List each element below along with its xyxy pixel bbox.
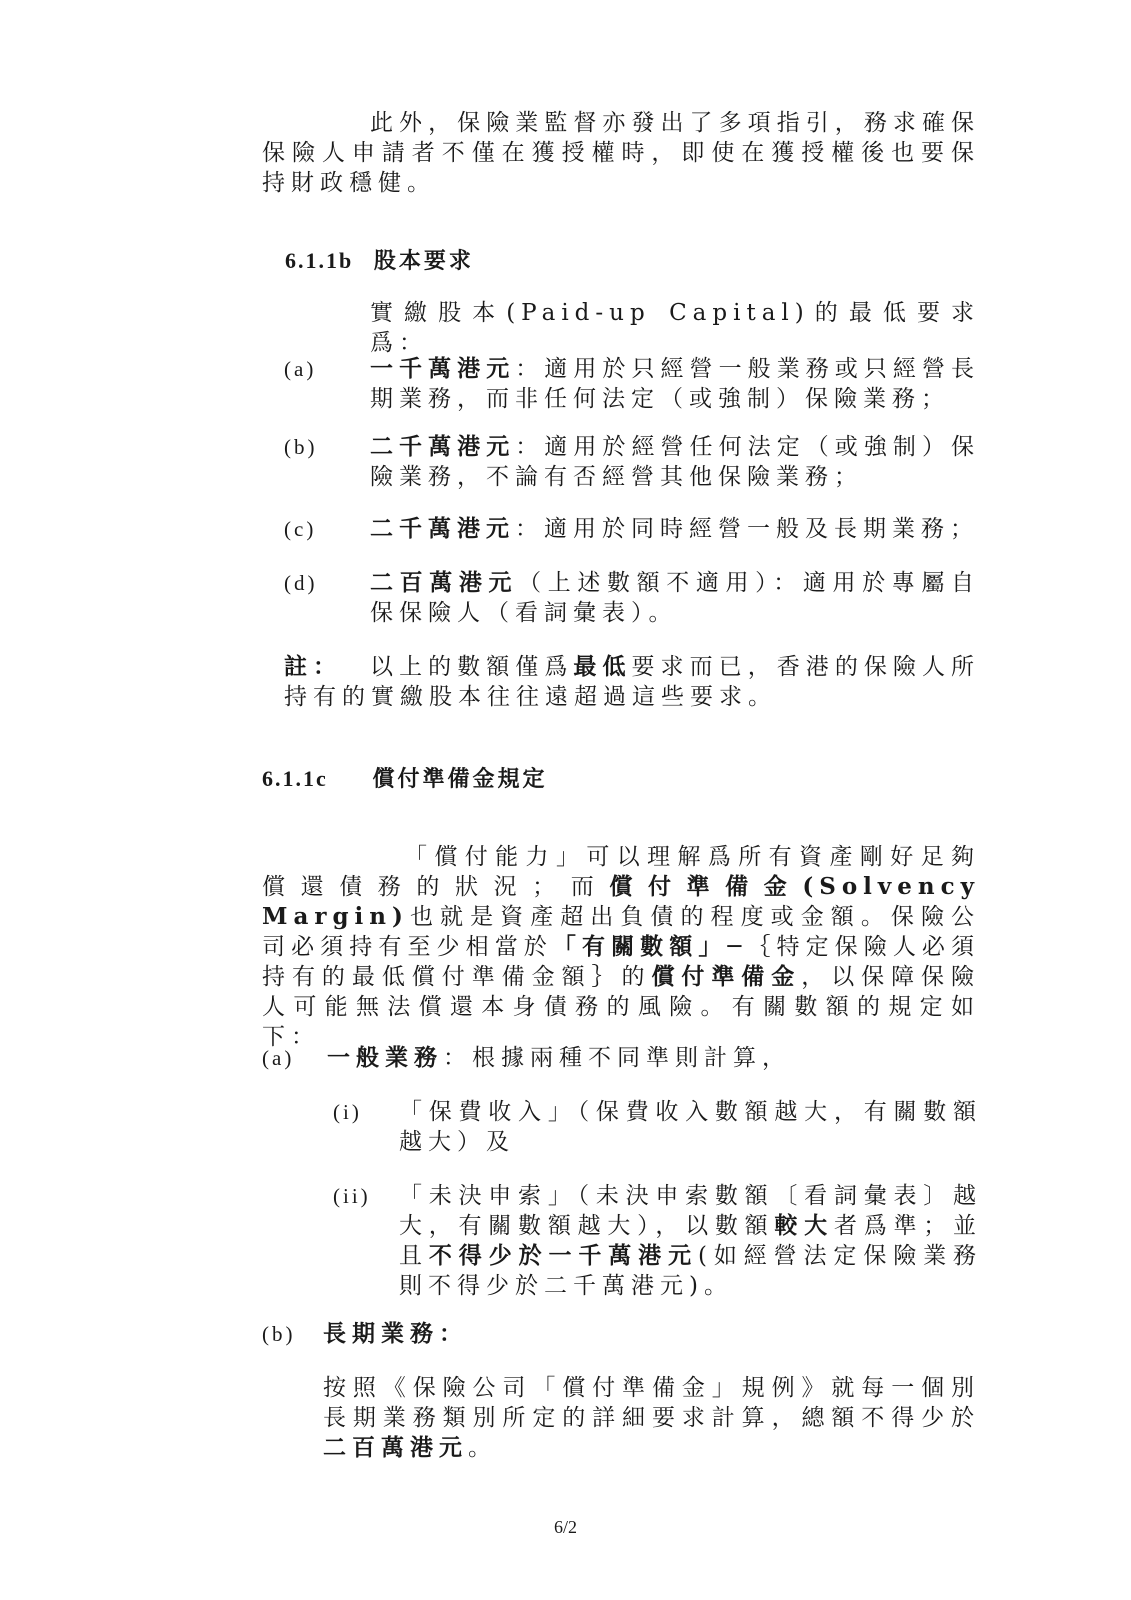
section-title: 償付準備金規定 (372, 766, 548, 792)
subitem-text-3: (如經營法定保險業務則不得少於二千萬港元)。 (399, 1243, 983, 1299)
long-term-business-colon: ： (439, 1320, 468, 1347)
section-title: 股本要求 (373, 248, 474, 274)
intro-text: 此外，保險業監督亦發出了多項指引，務求確保保險人申請者不僅在獲授權時，即使在獲授權後也要保持財政穩健。 (262, 110, 980, 196)
general-business-item (327, 1043, 980, 1073)
long-term-text-2: 。 (468, 1435, 497, 1461)
subitem-text: 「保費收入」（保費收入數額越大，有關數額越大）及 (399, 1099, 982, 1155)
section-heading-6-1-1c (262, 764, 547, 794)
subitem-label: (ii) (333, 1184, 371, 1208)
solvency-paragraph (262, 842, 980, 1052)
item-label: (a) (262, 1046, 295, 1070)
item-label: (c) (284, 517, 317, 541)
subitem-label: (i) (333, 1100, 362, 1124)
para-text-3: ─｛特定保險人必須持有的最低償付準備金額｝的 (262, 934, 981, 990)
subitem-text-1: 「未決申索」（未決申索數額〔看詞彙表〕越大，有關數額越大），以數額 (399, 1183, 982, 1239)
para-bold-2: 「有關數額」 (552, 933, 728, 960)
amount-text: 一千萬港元 (370, 355, 516, 382)
item-text: ：適用於只經營一般業務或只經營長期業務，而非任何法定（或強制）保險業務； (370, 356, 981, 412)
item-text: ：適用於同時經營一般及長期業務； (515, 516, 979, 542)
item-label: (a) (284, 357, 317, 381)
para-text-2: 也就是資產超出負債的程度或金額。保險公司必須持有至少相當於 (262, 904, 980, 960)
item-label: (b) (284, 435, 318, 459)
para-bold-3: 償付準備金 (651, 963, 802, 990)
general-business-title: 一般業務 (327, 1044, 443, 1071)
subitem-bold-2: 不得少於一千萬港元 (428, 1242, 698, 1269)
list-item (370, 514, 980, 544)
list-item (370, 432, 980, 492)
para-bold-1: 償付準備金(Solvency Margin) (262, 873, 980, 930)
note-bold: 最低 (573, 653, 632, 680)
item-text: （上述數額不適用）：適用於專屬自保保險人（看詞彙表）。 (370, 570, 980, 626)
long-term-text-1: 按照《保險公司「償付準備金」規例》就每一個別長期業務類別所定的詳細要求計算，總額不得少於 (323, 1375, 980, 1431)
general-business-text: ：根據兩種不同準則計算， (443, 1045, 791, 1071)
item-label: (d) (284, 571, 318, 595)
page-number: 6/2 (553, 1517, 577, 1537)
note-paragraph (284, 652, 980, 712)
long-term-bold: 二百萬港元 (323, 1434, 468, 1461)
list-item (370, 568, 980, 628)
item-label: (b) (262, 1322, 296, 1346)
subitem-outstanding-claims (399, 1181, 982, 1301)
subitem-premium-income (399, 1097, 982, 1157)
list-item (370, 354, 980, 414)
amount-text: 二百萬港元 (370, 569, 519, 596)
para-text-1: 「償付能力」可以理解爲所有資產剛好足夠償還債務的狀況；而 (262, 844, 980, 900)
section-number: 6.1.1b (285, 248, 354, 273)
capital-lead-text: 實繳股本(Paid-up Capital)的最低要求爲： (370, 300, 980, 356)
subitem-text-2: 者爲準；並且 (399, 1213, 983, 1269)
amount-text: 二千萬港元 (370, 433, 516, 460)
long-term-business-text (323, 1373, 980, 1463)
section-number: 6.1.1c (262, 766, 328, 791)
amount-text: 二千萬港元 (370, 515, 515, 542)
subitem-bold-1: 較大 (774, 1212, 834, 1239)
long-term-business-title-line (323, 1319, 980, 1349)
long-term-business-title: 長期業務 (323, 1320, 439, 1347)
intro-paragraph (262, 108, 980, 198)
item-text: ：適用於經營任何法定（或強制）保險業務，不論有否經營其他保險業務； (370, 434, 981, 490)
note-text: 以上的數額僅爲 (370, 654, 574, 680)
note-text-rest: 要求而已，香港的保險人所持有的實繳股本往往遠超過這些要求。 (284, 654, 981, 710)
para-text-4: ，以保障保險人可能無法償還本身債務的風險。有關數額的規定如下： (262, 964, 981, 1050)
section-heading-6-1-1b (285, 246, 474, 276)
note-label: 註： (284, 653, 342, 680)
capital-lead (370, 298, 980, 358)
